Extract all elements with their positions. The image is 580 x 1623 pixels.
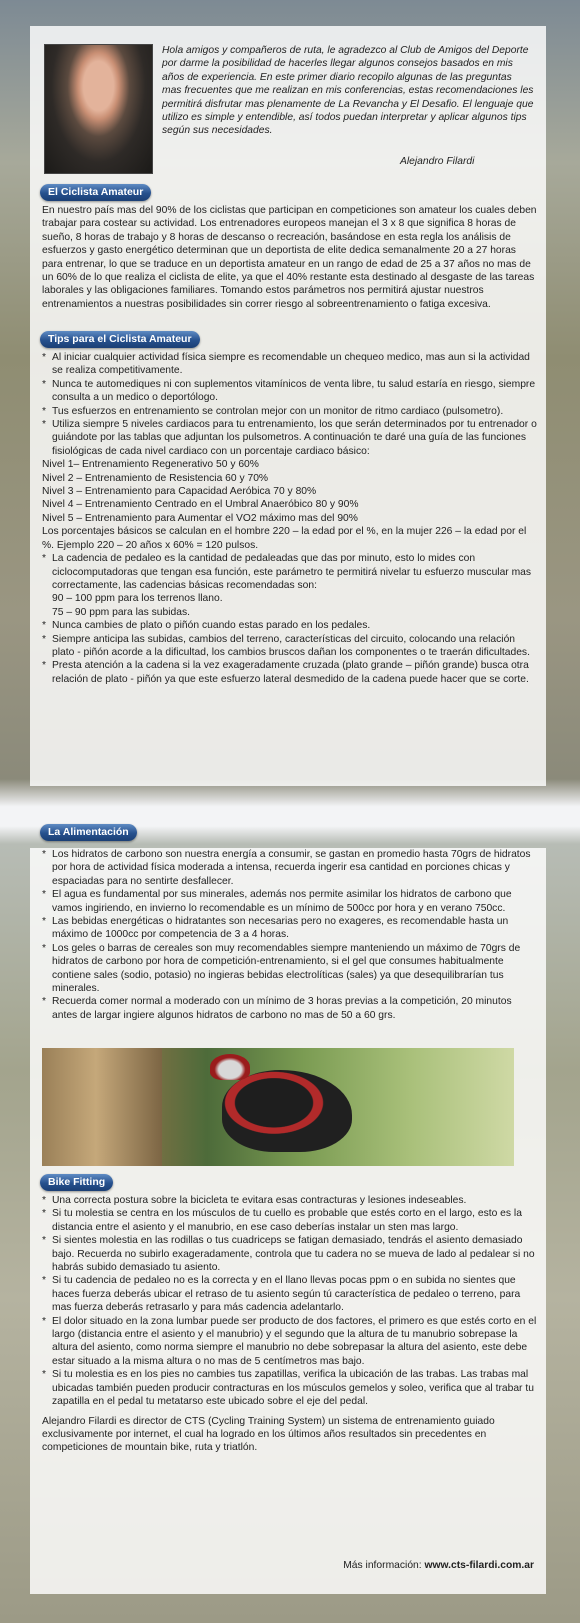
tips-list-a — [42, 351, 538, 458]
rider-figure — [222, 1070, 352, 1152]
nutrition-panel — [30, 826, 546, 1594]
section-title-tips: Tips para el Ciclista Amateur — [40, 331, 200, 348]
list-item: * Las bebidas energéticas o hidratantes son necesarias pero no exageres, es recomendable hasta un máximo de 1000cc por competencia de 3 a 4 horas. — [42, 915, 538, 942]
heart-level: Nivel 2 – Entrenamiento de Resistencia 60 y 70% — [42, 472, 269, 484]
alimentacion-content — [42, 848, 538, 1022]
list-item: * La cadencia de pedaleo es la cantidad de pedaleadas que das por minuto, esto lo mides con ciclocomputadoras que tengan esa función, este parámetro te permitirá nivelar tu esfuerzo muscular mas correctamente, las cadencias básicas recomendadas son: — [42, 552, 538, 592]
list-item: * El dolor situado en la zona lumbar puede ser producto de dos factores, el primero es que estés corto en el largo (distancia entre el asiento y el manubrio) y el segundo que la altura de tu manubrio sobrepase la altura del asiento, como norma siempre el manubrio no debe sobrepasar la altura del asiento, este debe estar situado a la misma altura o no mas de 5 centímetros mas bajo. — [42, 1315, 538, 1369]
list-item: * Al iniciar cualquier actividad física siempre es recomendable un chequeo medico, mas aun si la actividad se realiza competitivamente. — [42, 351, 538, 378]
website-link[interactable]: www.cts-filardi.com.ar — [424, 1560, 534, 1571]
fitting-list — [42, 1194, 538, 1409]
tree-trunk — [42, 1048, 162, 1166]
list-item: * Una correcta postura sobre la bicicleta te evitara esas contracturas y lesiones indeseables. — [42, 1194, 538, 1207]
list-item: * Los geles o barras de cereales son muy recomendables siempre manteniendo un máximo de 70grs de hidratos de carbono por hora de competición-entrenamiento, si el gel que consumes habitualmente contiene sales (sodio, potasio) no ingieras bebidas electrolíticas (sales) ya que desequilibrarían tus minerales. — [42, 942, 538, 996]
more-info — [343, 1560, 534, 1571]
list-item: * Tus esfuerzos en entrenamiento se controlan mejor con un monitor de ritmo cardiaco (pulsometro). — [42, 405, 538, 418]
tips-list-cadence — [42, 552, 538, 592]
rider-helmet — [210, 1054, 250, 1080]
fitting-content — [42, 1194, 538, 1455]
list-item: * Nunca cambies de plato o piñón cuando estas parado en los pedales. — [42, 619, 538, 632]
list-item: * Si sientes molestia en las rodillas o tus cuadriceps se fatigan demasiado, tendrás el asiento demasiado bajo. Recuerda no subirlo exageradamente, controla que tu cadera no se mueva de lado al pedalear si no habrás subido demasiado tu asiento. — [42, 1234, 538, 1274]
cadence-line: 90 – 100 ppm para los terrenos llano. — [52, 593, 223, 605]
list-item: * Si tu cadencia de pedaleo no es la correcta y en el llano llevas pocas ppm o en subida no sientes que haces fuerza deberás ubicar el retraso de tu asiento según tú característica de pedaleo o terreno, para mas fuerza deberás retrasarlo y para más cadencia adelantarlo. — [42, 1274, 538, 1314]
list-item: * Utiliza siempre 5 niveles cardiacos para tu entrenamiento, los que serán determinados por tu entrenador o guiándote por las tablas que adjuntan los pulsometros. A continuación te daré una guía de las funciones fisiológicas de cada nivel cardiaco con un porcentaje cardiaco básico: — [42, 418, 538, 458]
heart-level: Nivel 5 – Entrenamiento para Aumentar el VO2 máximo mas del 90% — [42, 512, 358, 524]
list-item: * Si tu molestia se centra en los músculos de tu cuello es probable que estés corto en el largo, esto es la distancia entre el asiento y el manubrio, en ese caso deberías instalar un sten mas largo. — [42, 1207, 538, 1234]
heart-level: Nivel 3 – Entrenamiento para Capacidad Aeróbica 70 y 80% — [42, 486, 317, 498]
author-signature: Alejandro Filardi — [400, 156, 475, 167]
section-title-fitting: Bike Fitting — [40, 1174, 113, 1191]
closing-text: Alejandro Filardi es director de CTS (Cycling Training System) un sistema de entrenamiento guiado exclusivamente por internet, el cual ha logrado en los últimos años resultados sin precedentes en competiciones de mountain bike, ruta y triatlón. — [42, 1415, 495, 1454]
list-item: * Presta atención a la cadena si la vez exageradamente cruzada (plato grande – piñón grande) busca otra relación de plato - piñón ya que este esfuerzo lateral desmedido de la cadena puede hacer que se corte. — [42, 659, 538, 686]
cyclist-photo — [42, 1048, 514, 1166]
alimentacion-list — [42, 848, 538, 1022]
heart-level: Nivel 4 – Entrenamiento Centrado en el Umbral Anaeróbico 80 y 90% — [42, 499, 359, 511]
list-item: * Nunca te automediques ni con suplementos vitamínicos de venta libre, tu salud estaría en riesgo, siempre consulta a un medico o deportólogo. — [42, 378, 538, 405]
cadence-line: 75 – 90 ppm para las subidas. — [52, 606, 190, 618]
section-title-alimentacion: La Alimentación — [40, 824, 137, 841]
ciclista-text: En nuestro país mas del 90% de los ciclistas que participan en competiciones son amateur los cuales deben trabajar para costear su actividad. Los entrenadores europeos manejan el 3 x 8 que significa 8 horas de sueño, 8 horas de trabajo y 8 horas de descanso o recreación, basándose en esta regla los análisis de esfuerzos y gasto energético determinan que un deportista de elite dedica semanalmente 20 a 27 horas para entrenar, lo que se traduce en un deportista amateur en un rango de edad de 25 a 37 años no mas de un 60% de lo que realiza el ciclista de elite, ya que el 40% restante esta destinado al desgaste de las tareas laborales y las obligaciones familiares. Tomando estos parámetros nos permitirá ajustar nuestros entrenamientos a nuestras posibilidades sin correr riesgo al sobreentrenamiento o fatiga excesiva. — [42, 205, 537, 310]
tips-content — [42, 351, 538, 686]
section-title-ciclista: El Ciclista Amateur — [40, 184, 151, 201]
heart-level: Nivel 1– Entrenamiento Regenerativo 50 y 60% — [42, 459, 259, 471]
list-item: * Siempre anticipa las subidas, cambios del terreno, características del circuito, colocando una relación plato - piñón acorde a la dificultad, los cambios bruscos dañan los componentes o te traerán dificultades. — [42, 633, 538, 660]
author-photo — [44, 44, 153, 174]
list-item: * El agua es fundamental por sus minerales, además nos permite asimilar los hidratos de carbono que vamos ingiriendo, en invierno lo recomendable es un mínimo de 500cc por hora y en verano 750cc. — [42, 888, 538, 915]
list-item: * Si tu molestia es en los pies no cambies tus zapatillas, verifica la ubicación de las trabas. Las trabas mal ubicadas también pueden producir contracturas en los músculos gemelos y soleo, verifica que al trabar tu zapatilla en el pedal tu metatarso este ubicado sobre el eje del pedal. — [42, 1368, 538, 1408]
more-info-label: Más información: — [343, 1560, 422, 1571]
tips-list-b — [42, 619, 538, 686]
intro-text: Hola amigos y compañeros de ruta, le agradezco al Club de Amigos del Deporte por darme la posibilidad de hacerles llegar algunos consejos basados en mis años de experiencia. En este primer diario recopilo algunas de las preguntas mas frecuentes que me realizan en mis conferencias, estas recomendaciones les permitirá disfrutar mas plenamente de La Revancha y El Desafio. El lenguaje que utilizo es simple y entendible, así todos puedan interpretar y aplicar algunos tips según sus necesidades. — [162, 45, 534, 137]
heart-formula: Los porcentajes básicos se calculan en el hombre 220 – la edad por el %, en la mujer 226 – la edad por el %. Ejemplo 220 – 20 años x 60% = 120 pulsos. — [42, 526, 527, 551]
list-item: * Recuerda comer normal a moderado con un mínimo de 3 horas previas a la competición, 20 minutos antes de largar ingiere algunos hidratos de carbono no mas de 50 a 60 grs. — [42, 995, 538, 1022]
tips-panel — [30, 26, 546, 786]
list-item: * Los hidratos de carbono son nuestra energía a consumir, se gastan en promedio hasta 70grs de hidratos por hora de actividad física moderada a intensa, recuerda ingerir esa cantidad en porciones chicas y espaciadas para no sentirte desfallecer. — [42, 848, 538, 888]
